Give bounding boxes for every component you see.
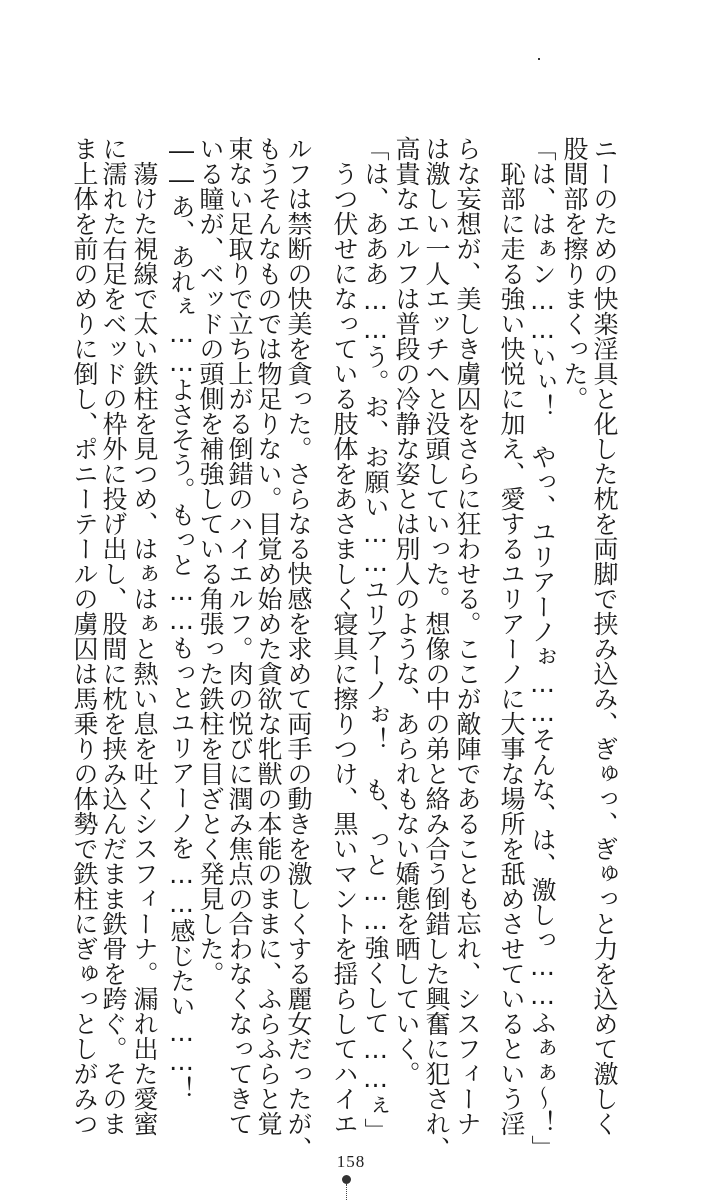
page-number: 158 — [336, 1152, 366, 1171]
text-column-1: ニーのための快楽淫具と化した枕を両脚で挟み込み、ぎゅっ、ぎゅっと力を込めて激しく — [590, 136, 619, 1136]
text-column-4: 恥部に走る強い快悦に加え、愛するユリアーノに大事な場所を舐めさせているという淫 — [497, 161, 526, 1136]
text-column-12: 束ない足取りで立ち上がる倒錯のハイエルフ。肉の悦びに潤み焦点の合わなくなってきて — [225, 136, 254, 1136]
text-column-10: ルフは禁断の快美を貪った。さらなる快感を求めて両手の動きを激しくする麗女だったが、 — [284, 136, 313, 1161]
text-column-5: らな妄想が、美しき虜囚をさらに狂わせる。ここが敵陣であることも忘れ、シスフィーナ — [453, 136, 482, 1136]
text-column-9: うつ伏せになっている肢体をあさましく寝具に擦りつけ、黒いマントを揺らしてハイエ — [330, 161, 359, 1136]
text-column-16: に濡れた右足をベッドの枠外に投げ出し、股間に枕を挟み込んだまま鉄骨を跨ぐ。そのま — [99, 136, 128, 1136]
text-column-13: いる瞳が、ベッドの頭側を補強している角張った鉄柱を目ざとく発見した。 — [196, 136, 225, 986]
text-column-3: 「は、はぁン……いぃ！ やっ、ユリアーノぉ……そんな、は、激しっ……ふぁぁ～！」 — [528, 136, 557, 1160]
text-column-15: 蕩けた視線で太い鉄柱を見つめ、はぁはぁと熱い息を吐くシスフィーナ。漏れ出た愛蜜 — [130, 161, 159, 1136]
text-column-17: ま上体を前のめりに倒し、ポニーテールの虜囚は馬乗りの体勢で鉄柱にぎゅっとしがみつ — [70, 136, 99, 1136]
text-column-2: 股間部を擦りまくった。 — [560, 136, 589, 411]
text-column-11: もうそんなものでは物足りない。目覚め始めた貪欲な牝獣の本能のままに、ふらふらと覚 — [254, 136, 283, 1136]
vertical-text-block — [0, 136, 702, 1161]
text-column-8: 「は、あああ……う。お、お願い……ユリアーノぉ！ も、っと……強くして……ぇ」 — [361, 136, 390, 1143]
print-speck — [538, 58, 540, 60]
marker-dotted-line — [346, 1184, 348, 1200]
thumb-marker-icon — [342, 1175, 351, 1184]
text-column-7: 高貴なエルフは普段の冷静な姿とは別人のような、あられもない嬌態を晒していく。 — [392, 136, 421, 1086]
text-column-14: ――あ、あれぇ……よさそう。もっと……もっとユリアーノを……感じたい……！ — [167, 136, 196, 1101]
text-column-6: は激しい一人エッチへと没頭していった。想像の中の弟と絡み合う倒錯した興奮に犯され、 — [422, 136, 451, 1161]
